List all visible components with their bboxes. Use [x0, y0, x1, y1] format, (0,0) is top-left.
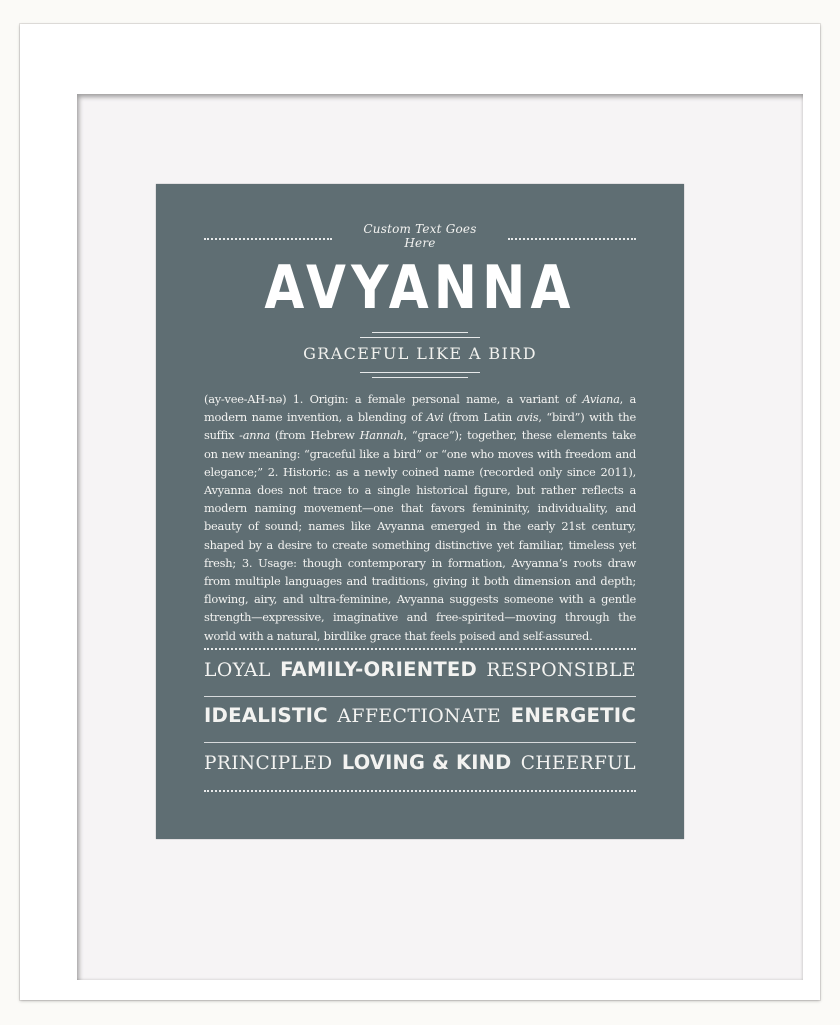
name-meaning: GRACEFUL LIKE A BIRD: [303, 344, 537, 363]
traits-separator: [204, 742, 636, 743]
trait-word: IDEALISTIC: [204, 704, 328, 727]
meaning-underline-2: [372, 377, 468, 378]
definition-text: , a modern name invention, a blending of: [204, 392, 636, 425]
trait-word: CHEERFUL: [520, 753, 636, 774]
name-title: AVYANNA: [264, 253, 576, 323]
name-underline-2: [360, 337, 480, 338]
definition-italic: Avi: [426, 410, 444, 425]
traits-separator: [204, 696, 636, 697]
top-right-dotted-rule: [508, 238, 636, 240]
trait-word: FAMILY-ORIENTED: [280, 658, 477, 681]
traits-top-dotted-rule: [204, 648, 636, 650]
traits-bottom-dotted-rule: [204, 790, 636, 792]
definition-italic: Hannah: [359, 428, 404, 443]
trait-word: AFFECTIONATE: [337, 705, 502, 727]
name-definition: [204, 390, 636, 645]
name-print: [156, 184, 684, 839]
definition-italic: Aviana: [582, 392, 620, 406]
trait-word: LOVING & KIND: [341, 751, 512, 774]
top-left-dotted-rule: [204, 238, 332, 240]
definition-text: , “grace”); together, these elements take on new meaning: “graceful like a bird” or “one who moves with freedom and elegance;” 2. Historic: as a newly coined name (recorded only since 2011), Avyanna does not trace to a single historical figure, but rather reflects a modern naming movement—one that favors femininity, individuality, and beauty of sound; names like Avyanna emerged in the early 21st century, shaped by a desire to create something distinctive yet familiar, timeless yet fresh; 3. Usage: though contemporary in formation, Avyanna’s roots draw from multiple languages and traditions, giving it both dimension and depth; flowing, airy, and ultra-feminine, Avyanna suggests someone with a gentle strength—expressive, imaginative and free-spirited—moving through the world with a natural, birdlike grace that feels poised and self-assured.: [204, 428, 636, 643]
definition-italic: avis: [516, 410, 539, 425]
trait-word: LOYAL: [204, 660, 271, 681]
traits-row-2: [204, 704, 636, 736]
custom-text: Custom Text Goes Here: [363, 222, 477, 250]
definition-text: (from Latin: [443, 410, 517, 425]
definition-text: (from Hebrew: [269, 428, 360, 443]
trait-word: PRINCIPLED: [204, 753, 333, 774]
traits-row-3: [204, 751, 636, 783]
trait-word: RESPONSIBLE: [486, 660, 636, 681]
meaning-underline-1: [360, 372, 480, 373]
name-underline-1: [372, 332, 468, 333]
definition-text: (ay-vee-AH-nə) 1. Origin: a female personal name, a variant of: [204, 392, 583, 406]
definition-text: , “bird”) with the suffix: [204, 410, 636, 443]
trait-word: ENERGETIC: [510, 704, 636, 727]
traits-row-1: [204, 658, 636, 690]
definition-italic: -anna: [239, 428, 270, 443]
